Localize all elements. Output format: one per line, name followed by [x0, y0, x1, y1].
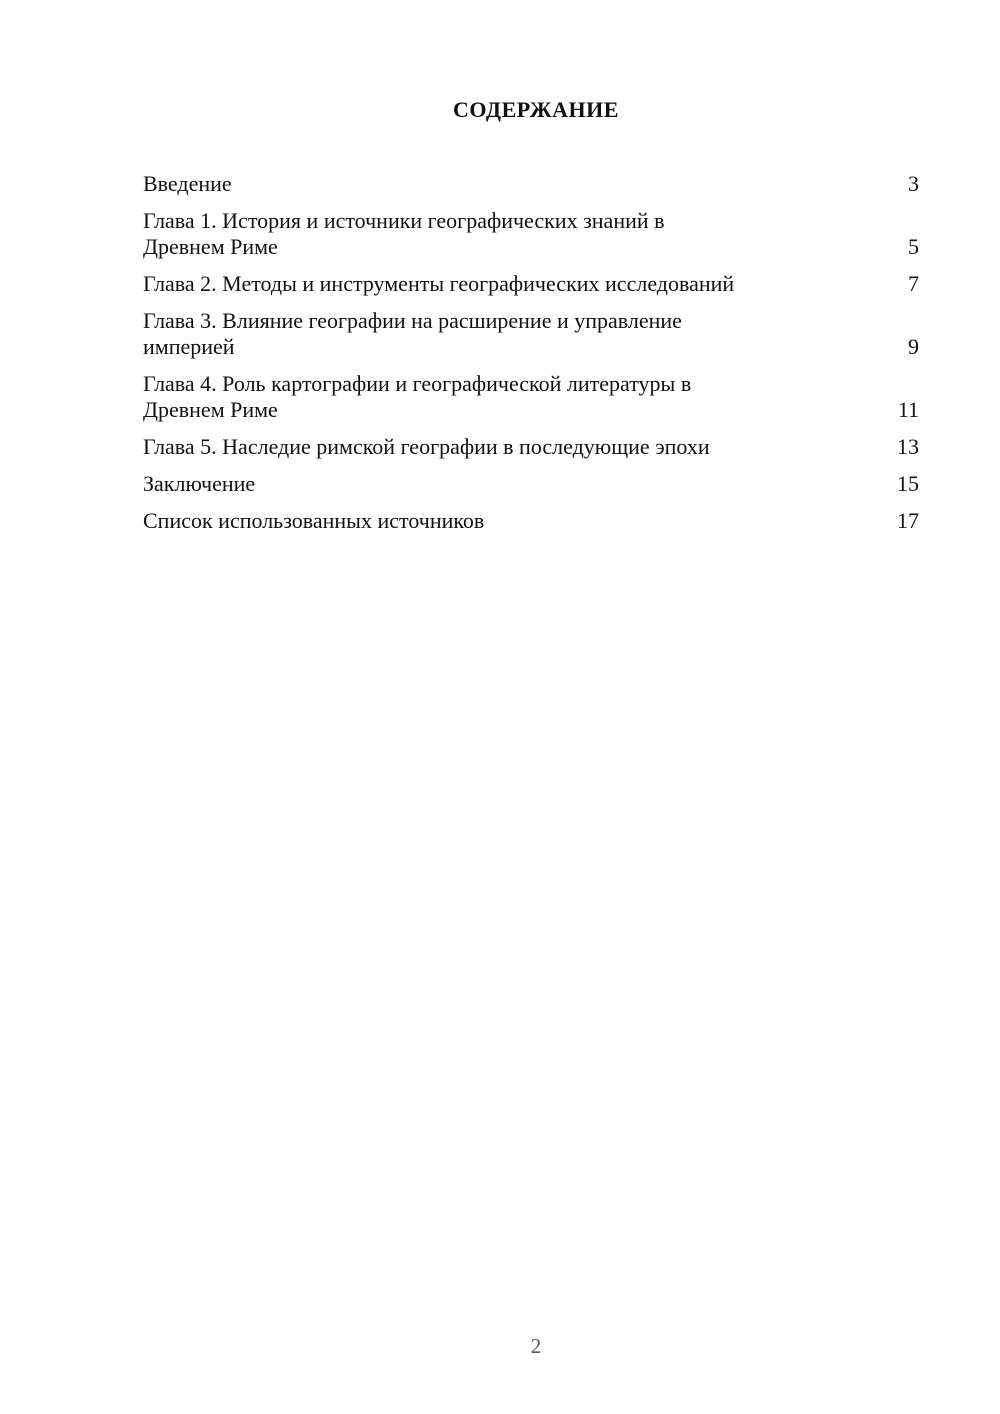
toc-entry-text: Глава 1. История и источники географических знаний в Древнем Риме — [143, 208, 665, 259]
toc-entry-page: 3 — [908, 171, 919, 196]
toc-entry-chapter-5 — [143, 434, 919, 460]
toc-entry-text: Заключение — [143, 471, 256, 496]
toc-entry-text: Введение — [143, 171, 232, 196]
toc-entry-page: 11 — [897, 397, 919, 422]
toc-entry-conclusion — [143, 471, 919, 497]
toc-entry-page: 15 — [897, 471, 919, 496]
toc-entry-text: Глава 2. Методы и инструменты географических исследований — [143, 271, 735, 296]
toc-entry-chapter-1 — [143, 208, 919, 260]
page-title: СОДЕРЖАНИЕ — [453, 97, 619, 122]
toc-entry-introduction — [143, 171, 919, 197]
toc-entry-text: Глава 4. Роль картографии и географической литературы в Древнем Риме — [143, 371, 692, 422]
toc-entry-chapter-3 — [143, 308, 919, 360]
toc-entry-references — [143, 508, 919, 534]
toc-entry-chapter-2 — [143, 271, 919, 297]
toc-entry-page: 7 — [908, 271, 919, 296]
toc-entry-chapter-4 — [143, 371, 919, 423]
toc-entry-page: 13 — [897, 434, 919, 459]
toc-entry-page: 9 — [908, 334, 919, 359]
toc-entry-text: Список использованных источников — [143, 508, 485, 533]
toc-entry-page: 17 — [897, 508, 919, 533]
toc-entry-text: Глава 5. Наследие римской географии в последующие эпохи — [143, 434, 710, 459]
toc-entry-text: Глава 3. Влияние географии на расширение и управление империей — [143, 308, 682, 359]
table-of-contents — [143, 171, 919, 545]
toc-entry-page: 5 — [908, 234, 919, 259]
page-number: 2 — [530, 1334, 542, 1358]
